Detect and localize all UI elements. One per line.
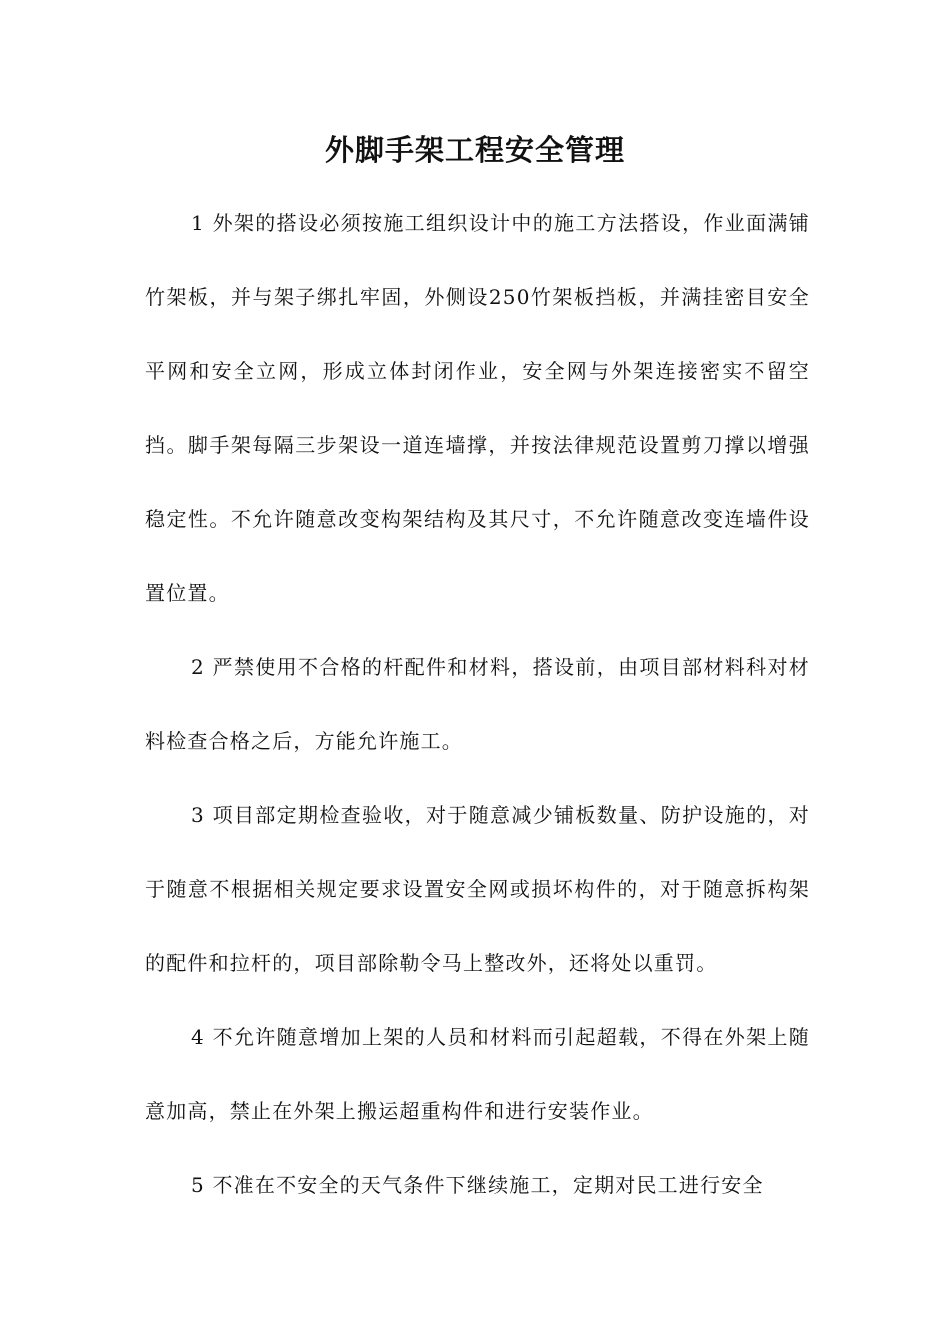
- document-body: [145, 186, 810, 1222]
- page-title: 外脚手架工程安全管理: [324, 133, 625, 167]
- paragraph-2: 2 严禁使用不合格的杆配件和材料，搭设前，由项目部材料科对材料检查合格之后，方能允许施工。: [145, 655, 810, 753]
- paragraph-1: 1 外架的搭设必须按施工组织设计中的施工方法搭设，作业面满铺竹架板，并与架子绑扎牢固，外侧设250竹架板挡板，并满挂密目安全平网和安全立网，形成立体封闭作业，安全网与外架连接密实不留空挡。脚手架每隔三步架设一道连墙撑，并按法律规范设置剪刀撑以增强稳定性。不允许随意改变构架结构及其尺寸，不允许随意改变连墙件设置位置。: [145, 211, 810, 605]
- paragraph-5: 5 不准在不安全的天气条件下继续施工，定期对民工进行安全: [191, 1173, 764, 1197]
- paragraph-3: 3 项目部定期检查验收，对于随意减少铺板数量、防护设施的，对于随意不根据相关规定要求设置安全网或损坏构件的，对于随意拆构架的配件和拉杆的，项目部除勒令马上整改外，还将处以重罚。: [145, 803, 810, 975]
- paragraph-4: 4 不允许随意增加上架的人员和材料而引起超载，不得在外架上随意加高，禁止在外架上搬运超重构件和进行安装作业。: [145, 1025, 810, 1123]
